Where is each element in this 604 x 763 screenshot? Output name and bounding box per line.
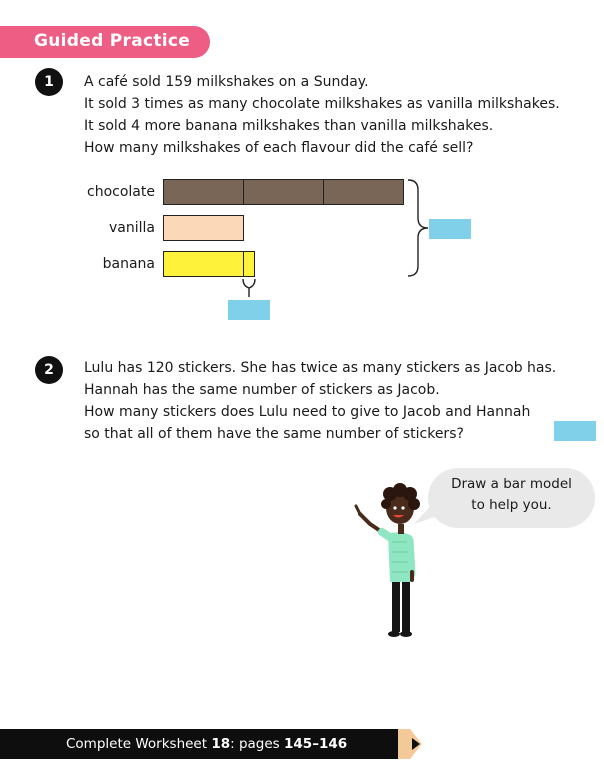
footer-worksheet-number: 18 bbox=[211, 736, 231, 752]
extra-answer-box[interactable] bbox=[228, 300, 270, 320]
question-1-line-3: It sold 4 more banana milkshakes than vanilla milkshakes. bbox=[84, 118, 494, 134]
question-1-line-2: It sold 3 times as many chocolate milkshakes as vanilla milkshakes. bbox=[84, 96, 560, 112]
question-2-answer-box[interactable] bbox=[554, 421, 596, 441]
child-pointing-icon bbox=[346, 482, 426, 642]
question-2-line-1: Lulu has 120 stickers. She has twice as many stickers as Jacob has. bbox=[84, 360, 557, 376]
total-brace-icon bbox=[406, 178, 430, 278]
speech-bubble-line-1: Draw a bar model bbox=[451, 476, 572, 492]
footer-text bbox=[66, 736, 347, 752]
extra-brace-icon bbox=[240, 278, 258, 298]
speech-bubble-text bbox=[428, 474, 595, 516]
total-answer-box[interactable] bbox=[429, 219, 471, 239]
question-2-line-2: Hannah has the same number of stickers as Jacob. bbox=[84, 382, 440, 398]
footer-prefix: Complete Worksheet bbox=[66, 736, 212, 752]
question-1-line-1: A café sold 159 milkshakes on a Sunday. bbox=[84, 74, 369, 90]
bar-label-banana: banana bbox=[102, 256, 155, 272]
question-2-line-4: so that all of them have the same number of stickers? bbox=[84, 426, 464, 442]
pencil-tip-icon bbox=[398, 729, 422, 759]
banana-bar-extra bbox=[243, 251, 255, 277]
banana-bar-unit bbox=[163, 251, 244, 277]
chocolate-bar-unit-2 bbox=[243, 179, 324, 205]
question-1-number: 1 bbox=[35, 68, 63, 96]
speech-bubble-line-2: to help you. bbox=[471, 497, 552, 513]
bar-label-vanilla: vanilla bbox=[109, 220, 155, 236]
footer-mid: : pages bbox=[230, 736, 285, 752]
vanilla-bar-unit bbox=[163, 215, 244, 241]
question-1-line-4: How many milkshakes of each flavour did the café sell? bbox=[84, 140, 474, 156]
bar-label-chocolate: chocolate bbox=[87, 184, 155, 200]
chocolate-bar-unit-1 bbox=[163, 179, 244, 205]
section-title: Guided Practice bbox=[34, 31, 191, 51]
section-header bbox=[0, 26, 210, 58]
footer-bar bbox=[0, 729, 400, 759]
question-2-line-3: How many stickers does Lulu need to give to Jacob and Hannah bbox=[84, 404, 531, 420]
footer-pages: 145–146 bbox=[284, 736, 348, 752]
chocolate-bar-unit-3 bbox=[323, 179, 404, 205]
question-2-number: 2 bbox=[35, 356, 63, 384]
